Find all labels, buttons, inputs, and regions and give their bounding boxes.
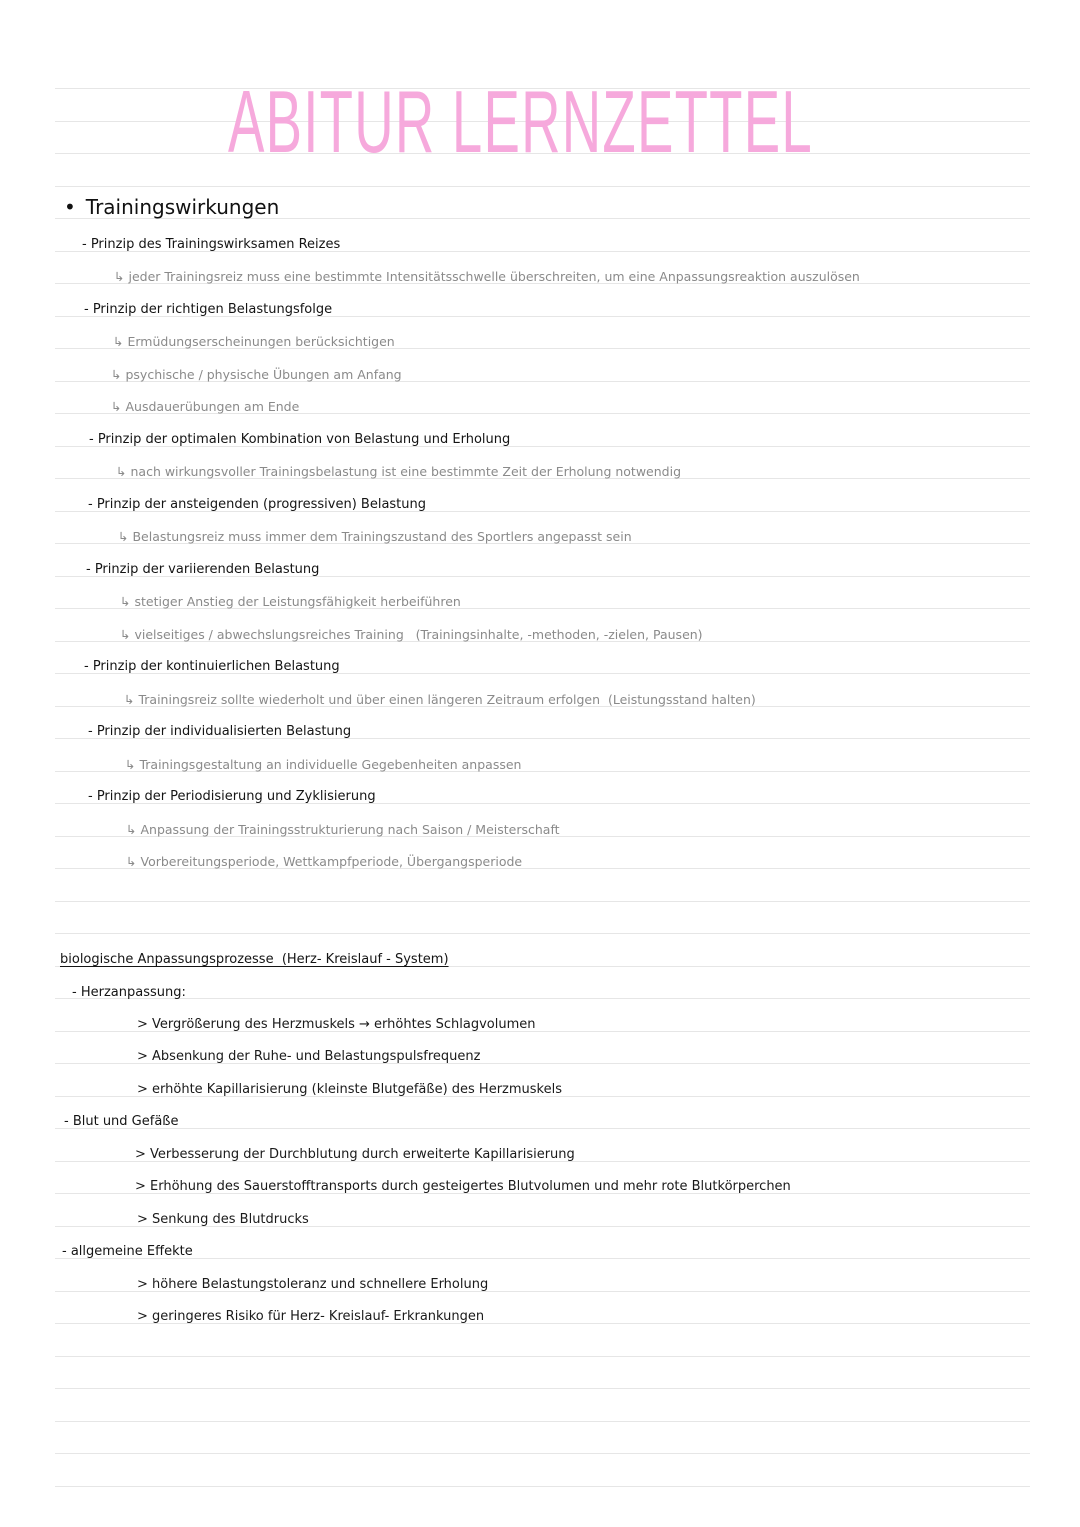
heading-text: Trainingswirkungen [85, 195, 280, 219]
list-item: > Absenkung der Ruhe- und Belastungspulsfrequenz [137, 1049, 481, 1064]
principle-note: ↳ Vorbereitungsperiode, Wettkampfperiode, Übergangsperiode [126, 854, 523, 869]
group-label: - Blut und Gefäße [64, 1114, 179, 1129]
list-item: > erhöhte Kapillarisierung (kleinste Blutgefäße) des Herzmuskels [137, 1082, 562, 1097]
principle-note: ↳ Ermüdungserscheinungen berücksichtigen [113, 334, 395, 349]
page-title: ABITUR LERNZETTEL [228, 72, 813, 171]
arrow-icon: ↳ [113, 334, 124, 349]
arrow-icon: ↳ [120, 627, 131, 642]
principle-label: - Prinzip der individualisierten Belastung [88, 724, 352, 739]
ruled-line [55, 1128, 1030, 1129]
ruled-line [55, 933, 1030, 934]
list-item: > Verbesserung der Durchblutung durch erweiterte Kapillarisierung [135, 1147, 575, 1162]
group-label: - Herzanpassung: [72, 985, 186, 1000]
principle-label: - Prinzip der variierenden Belastung [86, 562, 320, 577]
arrow-icon: ↳ [116, 464, 127, 479]
principle-label: - Prinzip der richtigen Belastungsfolge [84, 302, 333, 317]
ruled-line [55, 1356, 1030, 1357]
ruled-line [55, 1421, 1030, 1422]
principle-note: ↳ nach wirkungsvoller Trainingsbelastung ist eine bestimmte Zeit der Erholung notwendig [116, 464, 682, 479]
ruled-line [55, 998, 1030, 999]
ruled-line [55, 1258, 1030, 1259]
bullet-icon: • [64, 195, 76, 219]
arrow-icon: ↳ [114, 269, 125, 284]
ruled-line [55, 186, 1030, 187]
arrow-icon: ↳ [111, 399, 122, 414]
principle-label: - Prinzip der kontinuierlichen Belastung [84, 659, 340, 674]
list-item: > Senkung des Blutdrucks [137, 1212, 309, 1227]
principle-note: ↳ Trainingsreiz sollte wiederholt und über einen längeren Zeitraum erfolgen (Leistungsstand halten) [124, 692, 756, 707]
ruled-line [55, 901, 1030, 902]
arrow-icon: ↳ [111, 367, 122, 382]
arrow-icon: ↳ [118, 529, 129, 544]
principle-note: ↳ Trainingsgestaltung an individuelle Gegebenheiten anpassen [125, 757, 522, 772]
group-label: - allgemeine Effekte [62, 1244, 193, 1259]
list-item: > höhere Belastungstoleranz und schnellere Erholung [137, 1277, 489, 1292]
arrow-icon: ↳ [125, 757, 136, 772]
ruled-line [55, 1388, 1030, 1389]
principle-label: - Prinzip des Trainingswirksamen Reizes [82, 237, 341, 252]
section-heading-biologische-anpassung: biologische Anpassungsprozesse (Herz- Kreislauf - System) [60, 952, 449, 967]
principle-note: ↳ Ausdauerübungen am Ende [111, 399, 300, 414]
principle-note: ↳ stetiger Anstieg der Leistungsfähigkeit herbeiführen [120, 594, 461, 609]
arrow-icon: ↳ [126, 822, 137, 837]
principle-note: ↳ jeder Trainingsreiz muss eine bestimmte Intensitätsschwelle überschreiten, um eine Anpassungsreaktion auszulösen [114, 269, 860, 284]
list-item: > Vergrößerung des Herzmuskels → erhöhtes Schlagvolumen [137, 1017, 536, 1032]
principle-note: ↳ Anpassung der Trainingsstrukturierung nach Saison / Meisterschaft [126, 822, 560, 837]
arrow-icon: ↳ [126, 854, 137, 869]
principle-label: - Prinzip der ansteigenden (progressiven) Belastung [88, 497, 427, 512]
ruled-line [55, 1453, 1030, 1454]
principle-note: ↳ psychische / physische Übungen am Anfang [111, 367, 402, 382]
principle-note: ↳ Belastungsreiz muss immer dem Trainingszustand des Sportlers angepasst sein [118, 529, 632, 544]
arrow-icon: ↳ [124, 692, 135, 707]
section-heading-trainingswirkungen [64, 195, 280, 219]
list-item: > geringeres Risiko für Herz- Kreislauf- Erkrankungen [137, 1309, 485, 1324]
ruled-line [55, 1486, 1030, 1487]
principle-note: ↳ vielseitiges / abwechslungsreiches Training (Trainingsinhalte, -methoden, -zielen, Pausen) [120, 627, 703, 642]
principle-label: - Prinzip der optimalen Kombination von Belastung und Erholung [89, 432, 511, 447]
arrow-icon: ↳ [120, 594, 131, 609]
list-item: > Erhöhung des Sauerstofftransports durch gesteigertes Blutvolumen und mehr rote Blutkörperchen [135, 1179, 791, 1194]
principle-label: - Prinzip der Periodisierung und Zyklisierung [88, 789, 376, 804]
